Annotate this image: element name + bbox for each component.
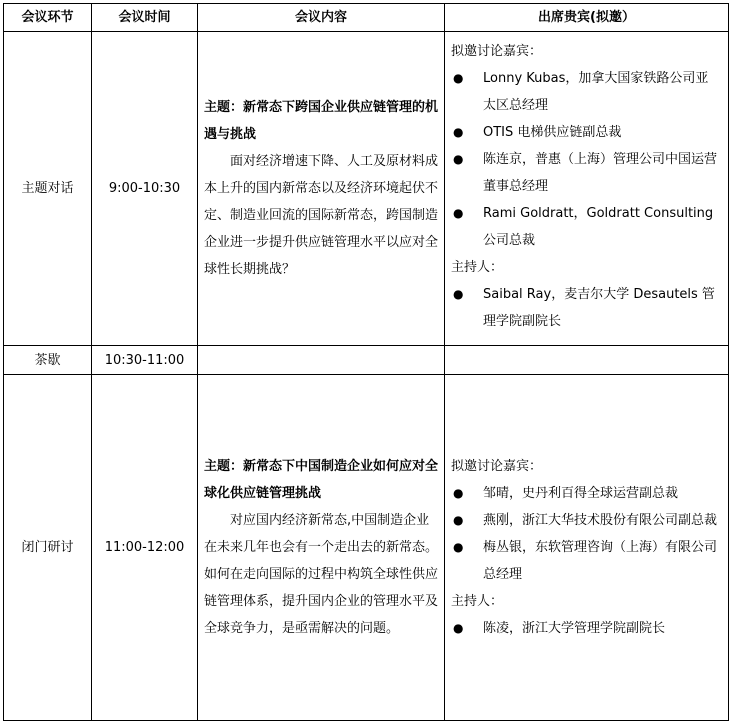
guest-name: OTIS 电梯供应链副总裁 bbox=[483, 125, 622, 140]
segment-cell: 主题对话 bbox=[4, 32, 92, 346]
guest-name: 陈连京，普惠（上海）管理公司中国运营董事总经理 bbox=[483, 152, 718, 194]
host-list bbox=[451, 281, 720, 335]
topic-title: 主题：新常态下中国制造企业如何应对全球化供应链管理挑战 bbox=[204, 459, 439, 501]
guests-label: 拟邀讨论嘉宾： bbox=[451, 44, 543, 59]
time-cell: 11:00-12:00 bbox=[92, 375, 198, 721]
table-row bbox=[4, 346, 729, 375]
table-row bbox=[4, 32, 729, 346]
guest-name: Rami Goldratt，Goldratt Consulting 公司总裁 bbox=[483, 206, 714, 248]
header-segment: 会议环节 bbox=[4, 4, 92, 32]
header-guests: 出席贵宾(拟邀） bbox=[445, 4, 729, 32]
guests-cell bbox=[445, 375, 729, 721]
content-cell bbox=[198, 32, 445, 346]
bullet-icon: ● bbox=[453, 71, 464, 85]
guest-name: 燕刚，浙江大华技术股份有限公司副总裁 bbox=[483, 513, 718, 528]
bullet-icon: ● bbox=[453, 540, 464, 554]
list-item bbox=[451, 615, 720, 642]
header-content: 会议内容 bbox=[198, 4, 445, 32]
guest-list bbox=[451, 480, 720, 588]
time-cell: 9:00-10:30 bbox=[92, 32, 198, 346]
list-item bbox=[451, 200, 720, 254]
topic-title: 主题：新常态下跨国企业供应链管理的机遇与挑战 bbox=[204, 100, 439, 142]
time-cell: 10:30-11:00 bbox=[92, 346, 198, 375]
agenda-table bbox=[3, 3, 729, 721]
guest-name: Lonny Kubas，加拿大国家铁路公司亚太区总经理 bbox=[483, 71, 709, 113]
bullet-icon: ● bbox=[453, 621, 464, 635]
list-item bbox=[451, 534, 720, 588]
host-name: Saibal Ray，麦吉尔大学 Desautels 管理学院副院长 bbox=[483, 287, 715, 329]
guests-label: 拟邀讨论嘉宾： bbox=[451, 459, 543, 474]
bullet-icon: ● bbox=[453, 513, 464, 527]
list-item bbox=[451, 65, 720, 119]
guests-cell-empty bbox=[445, 346, 729, 375]
content-cell bbox=[198, 375, 445, 721]
table-row bbox=[4, 375, 729, 721]
segment-cell: 茶歇 bbox=[4, 346, 92, 375]
segment-cell: 闭门研讨 bbox=[4, 375, 92, 721]
host-name: 陈凌，浙江大学管理学院副院长 bbox=[483, 621, 666, 636]
host-label: 主持人： bbox=[451, 594, 504, 609]
header-row bbox=[4, 4, 729, 32]
bullet-icon: ● bbox=[453, 125, 464, 139]
topic-description: 对应国内经济新常态,中国制造企业在未来几年也会有一个走出去的新常态。如何在走向国际的过程中构筑全球性供应链管理体系，提升国内企业的管理水平及全球竞争力，是亟需解决的问题。 bbox=[204, 513, 439, 636]
guest-name: 梅丛银，东软管理咨询（上海）有限公司总经理 bbox=[483, 540, 718, 582]
host-label: 主持人： bbox=[451, 260, 504, 275]
content-cell-empty bbox=[198, 346, 445, 375]
list-item bbox=[451, 507, 720, 534]
bullet-icon: ● bbox=[453, 486, 464, 500]
topic-description: 面对经济增速下降、人工及原材料成本上升的国内新常态以及经济环境起伏不定、制造业回流的国际新常态，跨国制造企业进一步提升供应链管理水平以应对全球性长期挑战？ bbox=[204, 154, 439, 277]
list-item bbox=[451, 119, 720, 146]
guest-name: 邹晴，史丹利百得全球运营副总裁 bbox=[483, 486, 679, 501]
host-list bbox=[451, 615, 720, 642]
list-item bbox=[451, 146, 720, 200]
list-item bbox=[451, 480, 720, 507]
list-item bbox=[451, 281, 720, 335]
header-time: 会议时间 bbox=[92, 4, 198, 32]
bullet-icon: ● bbox=[453, 206, 464, 220]
guest-list bbox=[451, 65, 720, 254]
bullet-icon: ● bbox=[453, 287, 464, 301]
bullet-icon: ● bbox=[453, 152, 464, 166]
guests-cell bbox=[445, 32, 729, 346]
